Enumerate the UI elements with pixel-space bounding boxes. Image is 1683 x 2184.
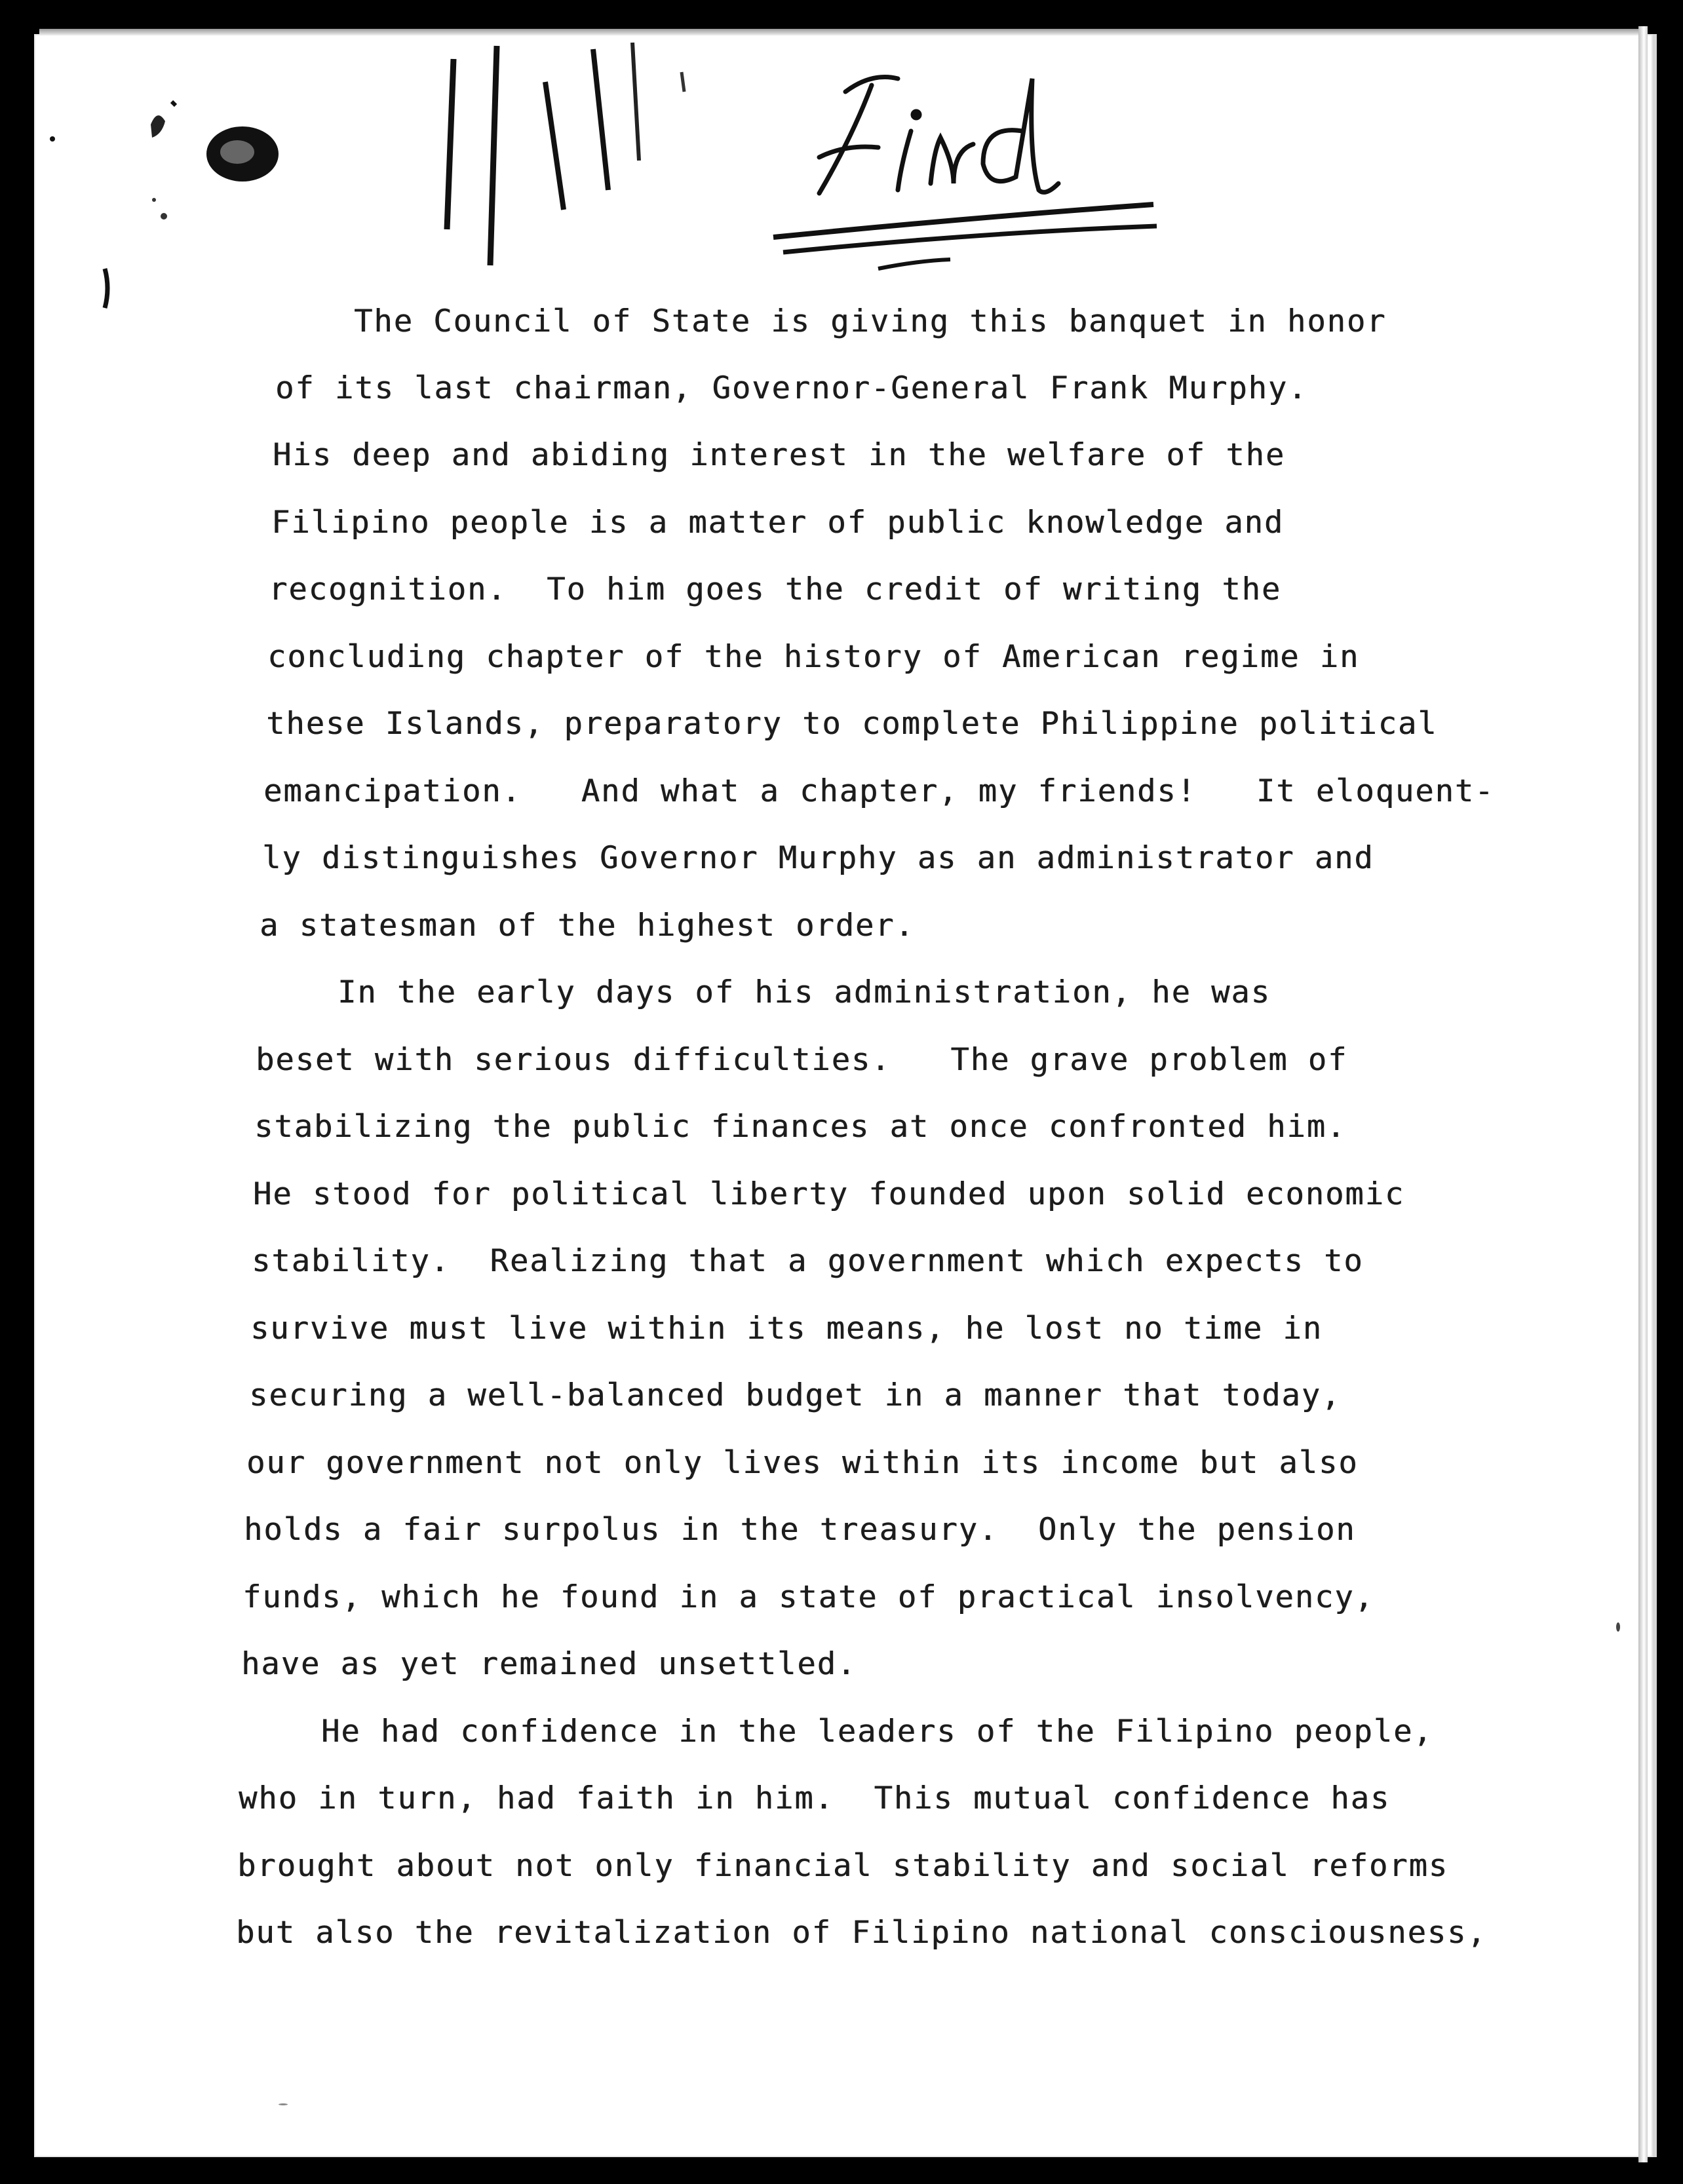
text-line: emancipation. And what a chapter, my friends! It eloquent- bbox=[263, 773, 1495, 809]
text-line: Filipino people is a matter of public knowledge and bbox=[271, 505, 1285, 541]
text-line: securing a well-balanced budget in a manner that today, bbox=[249, 1377, 1342, 1413]
text-line: a statesman of the highest order. bbox=[260, 908, 915, 944]
text-line: He stood for political liberty founded upon solid economic bbox=[253, 1176, 1405, 1212]
text-line: recognition. To him goes the credit of writing the bbox=[269, 571, 1282, 607]
text-line: who in turn, had faith in him. This mutual confidence has bbox=[239, 1780, 1391, 1816]
text-line: but also the revitalization of Filipino national consciousness, bbox=[236, 1915, 1487, 1951]
text-line: funds, which he found in a state of practical insolvency, bbox=[242, 1579, 1374, 1615]
text-line: In the early days of his administration, he was bbox=[338, 974, 1271, 1010]
text-line: He had confidence in the leaders of the Filipino people, bbox=[321, 1714, 1433, 1750]
text-line: have as yet remained unsettled. bbox=[241, 1646, 857, 1682]
text-line: these Islands, preparatory to complete Philippine political bbox=[266, 706, 1438, 742]
text-line: ly distinguishes Governor Murphy as an administrator and bbox=[262, 840, 1374, 876]
stray-mark bbox=[279, 2103, 288, 2105]
text-line: concluding chapter of the history of American regime in bbox=[267, 639, 1360, 675]
stray-mark bbox=[1616, 1622, 1620, 1632]
text-line: our government not only lives within its income but also bbox=[246, 1445, 1359, 1481]
text-line: The Council of State is giving this banquet in honor bbox=[354, 303, 1387, 339]
text-line: His deep and abiding interest in the welfare of the bbox=[273, 437, 1286, 473]
text-line: survive must live within its means, he lost no time in bbox=[250, 1311, 1323, 1347]
text-line: stabilizing the public finances at once confronted him. bbox=[254, 1109, 1347, 1145]
text-line: holds a fair surpolus in the treasury. Only the pension bbox=[244, 1512, 1356, 1548]
text-line: stability. Realizing that a government which expects to bbox=[252, 1243, 1364, 1279]
text-line: of its last chairman, Governor-General Frank Murphy. bbox=[275, 370, 1308, 406]
text-line: beset with serious difficulties. The grave problem of bbox=[256, 1042, 1348, 1078]
text-line: brought about not only financial stability and social reforms bbox=[237, 1848, 1449, 1884]
